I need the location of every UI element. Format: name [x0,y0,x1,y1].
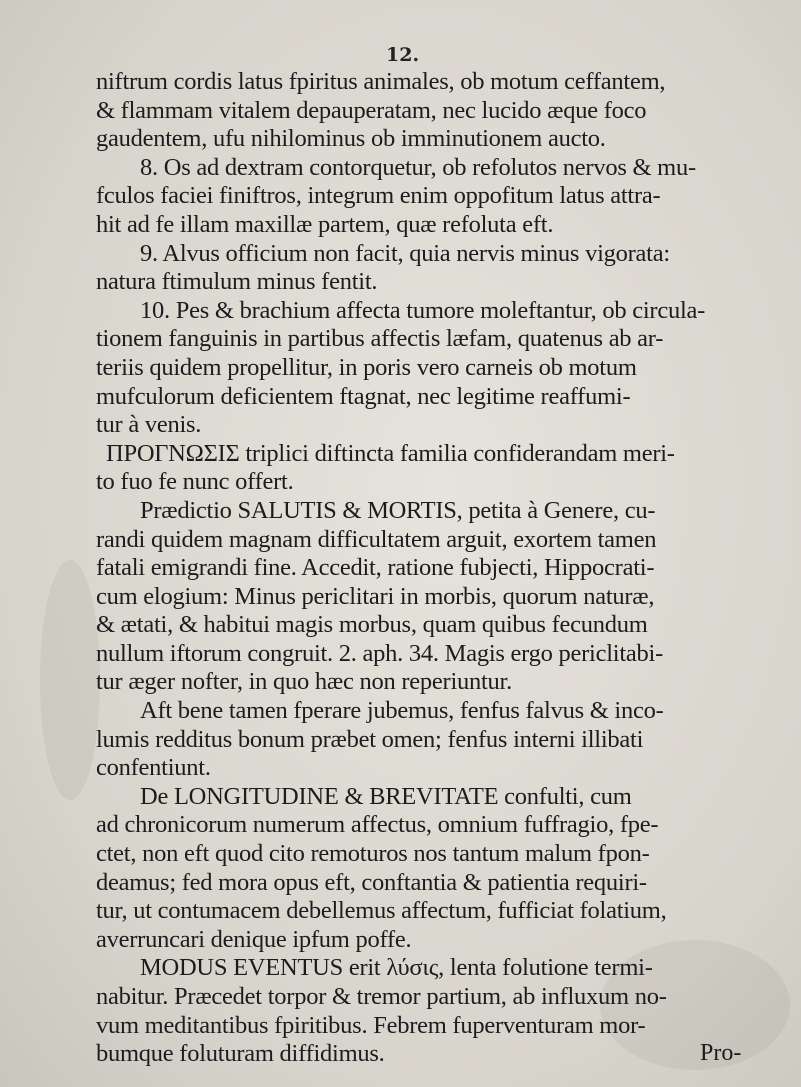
text-line: teriis quidem propellitur, in poris vero carneis ob motum [96,353,637,381]
text-line: tur, ut contumacem debellemus affectum, fufficiat folatium, [96,897,667,925]
text-line: bumque foluturam diffidimus. [96,1040,385,1068]
text-line: MODUS EVENTUS erit λύσις, lenta folutione termi- [140,954,653,982]
text-line: 9. Alvus officium non facit, quia nervis minus vigorata: [140,239,670,267]
text-line: De LONGITUDINE & BREVITATE confulti, cum [140,782,632,810]
text-line: confentiunt. [96,754,211,782]
text-line: lumis redditus bonum præbet omen; fenfus interni illibati [96,725,644,753]
text-line: tur à venis. [96,411,202,439]
text-line: & ætati, & habitui magis morbus, quam quibus fecundum [96,611,648,639]
text-line: natura ftimulum minus fentit. [96,268,378,296]
text-line: niftrum cordis latus fpiritus animales, ob motum ceffantem, [96,68,666,95]
text-line: ΠΡΟΓΝΩΣΙΣ triplici diftincta familia confiderandam meri- [106,439,675,467]
text-line: randi quidem magnam difficultatem arguit, exortem tamen [96,525,657,553]
text-line: nullum iftorum congruit. 2. aph. 34. Magis ergo periclitabi- [96,639,663,667]
text-line: 8. Os ad dextram contorquetur, ob refolutos nervos & mu- [140,153,696,181]
paper-stain [40,560,100,800]
text-line: cum elogium: Minus periclitari in morbis, quorum naturæ, [96,582,655,610]
text-line: vum meditantibus fpiritibus. Febrem fuperventuram mor- [96,1011,646,1039]
text-line: Prædictio SALUTIS & MORTIS, petita à Genere, cu- [140,496,656,524]
text-line: 10. Pes & brachium affecta tumore moleftantur, ob circula- [140,296,706,324]
text-line: averruncari denique ipfum poffe. [96,925,412,953]
body-text [96,68,786,1069]
text-line: deamus; fed mora opus eft, conftantia & patientia requiri- [96,868,647,896]
text-line: fatali emigrandi fine. Accedit, ratione fubjecti, Hippocrati- [96,554,655,582]
page-number: 12. [386,44,420,66]
text-line: tionem fanguinis in partibus affectis læfam, quatenus ab ar- [96,325,664,353]
text-line: Aft bene tamen fperare jubemus, fenfus falvus & inco- [140,697,664,725]
text-line: tur æger nofter, in quo hæc non reperiuntur. [96,668,512,696]
text-line: & flammam vitalem depauperatam, nec lucido æque foco [96,96,647,124]
text-line: ad chronicorum numerum affectus, omnium fuffragio, fpe- [96,811,659,839]
text-line: ctet, non eft quod cito remoturos nos tantum malum fpon- [96,840,650,868]
text-line: mufculorum deficientem ftagnat, nec legitime reaffumi- [96,382,631,410]
text-line: hit ad fe illam maxillæ partem, quæ refoluta eft. [96,210,554,238]
text-line: nabitur. Præcedet torpor & tremor partium, ab influxum no- [96,983,667,1010]
catchword: Pro- [700,1040,742,1066]
text-line: gaudentem, ufu nihilominus ob imminutionem aucto. [96,125,606,153]
text-line: fculos faciei finiftros, integrum enim oppofitum latus attra- [96,182,661,210]
text-line: to fuo fe nunc offert. [96,468,294,496]
